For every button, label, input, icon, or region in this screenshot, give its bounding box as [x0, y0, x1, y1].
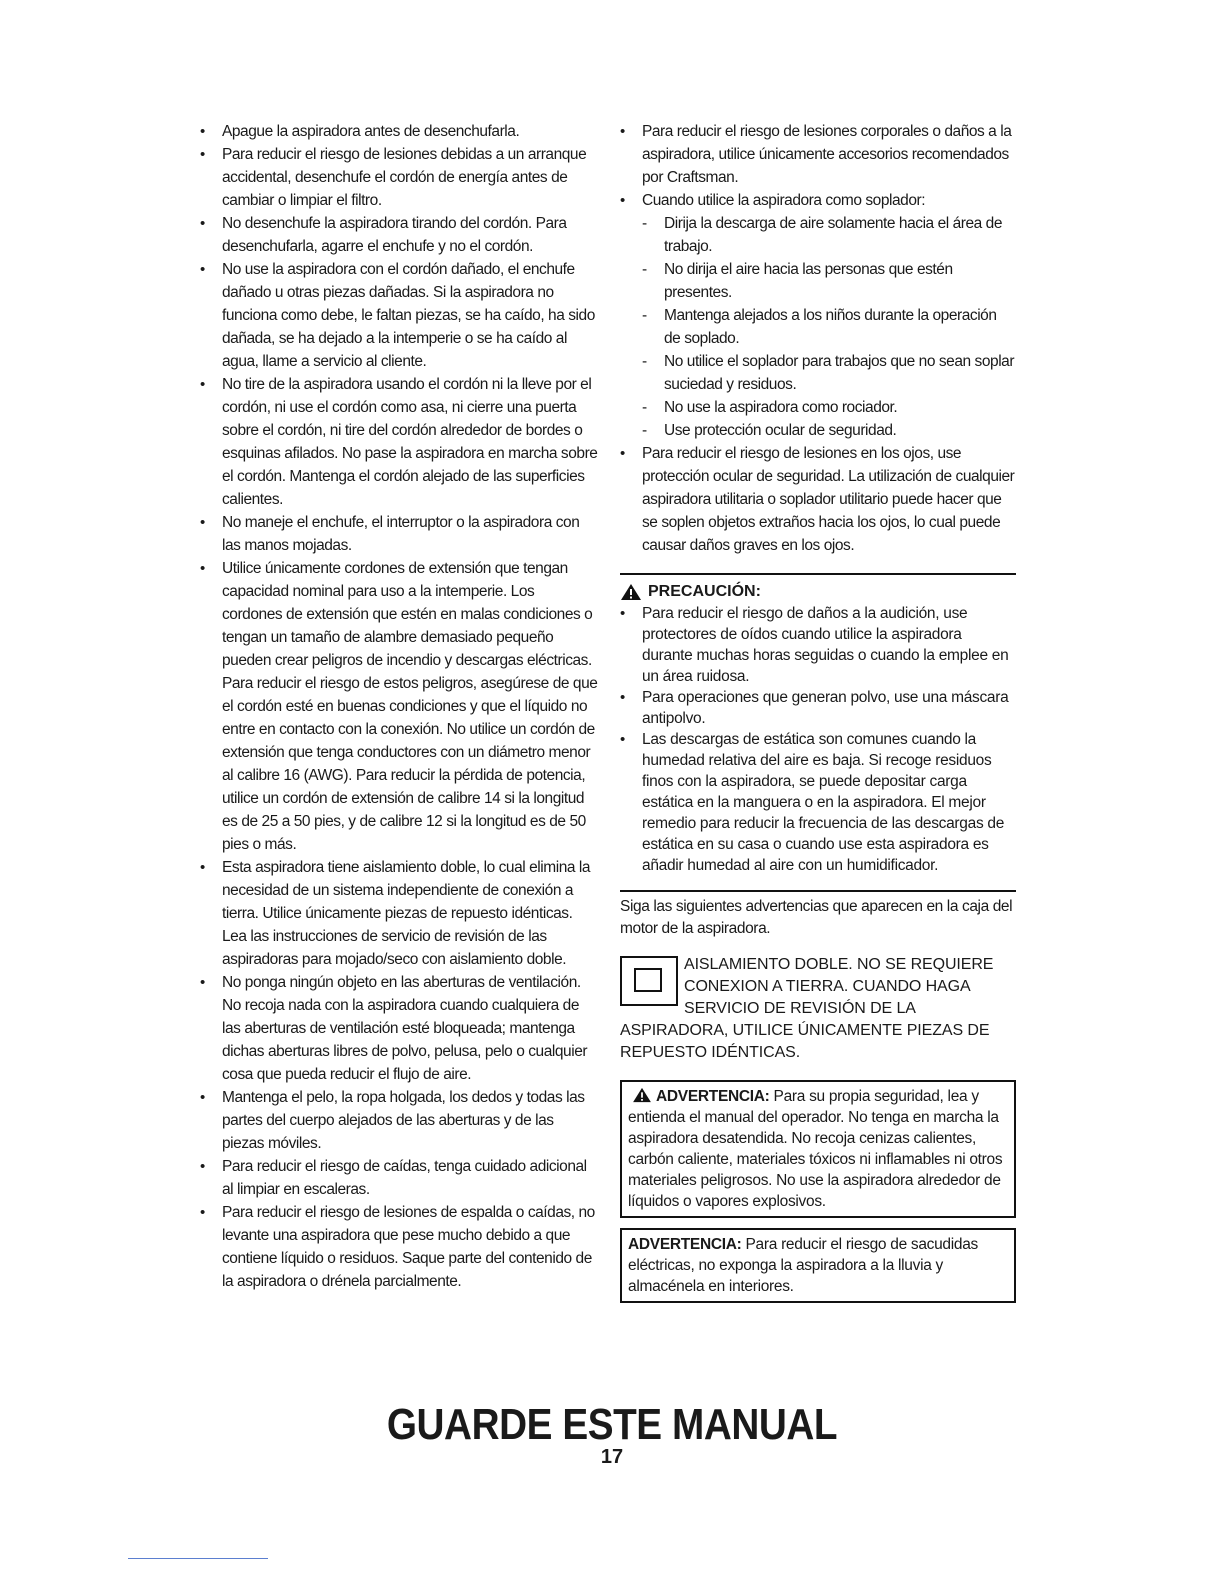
follow-warnings-text: Siga las siguientes advertencias que aparecen en la caja del motor de la aspiradora. [620, 898, 1013, 937]
sub-item: - No dirija el aire hacia las personas que estén presentes. [620, 258, 1016, 304]
page-number: 17 [600, 1446, 624, 1468]
double-insulation-icon [620, 956, 678, 1006]
left-bullet-list [200, 120, 598, 1293]
warning-box-electric [620, 1228, 1016, 1303]
blower-intro: Cuando utilice la aspiradora como soplador: [642, 192, 926, 209]
list-item: • No use la aspiradora con el cordón dañado, el enchufe dañado u otras piezas dañadas. Si la aspiradora no funciona como debe, le faltan piezas, se ha caído, ha sido dañada, se ha dejado a la intemperie o se ha caído al agua, llame a servicio al cliente. [200, 258, 598, 373]
list-item: • No tire de la aspiradora usando el cordón ni la lleve por el cordón, ni use el cordón como asa, ni cierre una puerta sobre el cordón, ni tire del cordón alrededor de bordes o esquinas afilados. No pase la aspiradora en marcha sobre el cordón. Mantenga el cordón alejado de las superficies calientes. [200, 373, 598, 511]
warning-triangle-icon [620, 583, 642, 601]
list-item: • Esta aspiradora tiene aislamiento doble, lo cual elimina la necesidad de un sistema independiente de conexión a tierra. Utilice únicamente piezas de repuesto idénticas. Lea las instrucciones de servicio de revisión de las aspiradoras para mojado/seco con aislamiento doble. [200, 856, 598, 971]
warning-text: Para su propia seguridad, lea y entienda el manual del operador. No tenga en marcha la aspiradora desatendida. No recoja cenizas calientes, carbón caliente, materiales tóxicos ni inflamables ni otros materiales peligrosos. No use la aspiradora alrededor de líquidos o vapores explosivos. [628, 1088, 1003, 1210]
warning-text: Para reducir el riesgo de sacudidas eléctricas, no exponga la aspiradora a la lluvia y almacénela en interiores. [628, 1236, 978, 1295]
warning-label: ADVERTENCIA: [628, 1236, 742, 1253]
precaution-label: PRECAUCIÓN: [648, 583, 761, 600]
blower-sublist [620, 212, 1016, 442]
decorative-rule [128, 1558, 268, 1559]
list-item: • Para reducir el riesgo de lesiones debidas a un arranque accidental, desenchufe el cordón de energía antes de cambiar o limpiar el filtro. [200, 143, 598, 212]
list-item: • No desenchufe la aspiradora tirando del cordón. Para desenchufarla, agarre el enchufe y no el cordón. [200, 212, 598, 258]
left-column [200, 120, 598, 1293]
list-item: • Utilice únicamente cordones de extensión que tengan capacidad nominal para uso a la intemperie. Los cordones de extensión que estén en malas condiciones o tengan un tamaño de alambre demasiado pequeño pueden crear peligros de incendio y descargas eléctricas. Para reducir el riesgo de estos peligros, asegúrese de que el cordón esté en buenas condiciones y que el líquido no entre en contacto con la conexión. No utilice un cordón de extensión que tenga conductores con un diámetro menor al calibre 16 (AWG). Para reducir la pérdida de potencia, utilice un cordón de extensión de calibre 14 si la longitud es de 25 a 50 pies, y de calibre 12 si la longitud es de 50 pies o más. [200, 557, 598, 856]
warning-label: ADVERTENCIA: [656, 1088, 770, 1105]
list-item: • No maneje el enchufe, el interruptor o la aspiradora con las manos mojadas. [200, 511, 598, 557]
double-insulation-notice [620, 954, 1016, 1064]
list-item: • Para operaciones que generan polvo, use una máscara antipolvo. [620, 687, 1016, 729]
list-item: • Para reducir el riesgo de caídas, tenga cuidado adicional al limpiar en escaleras. [200, 1155, 598, 1201]
warning-box-safety [620, 1080, 1016, 1218]
list-item: • Las descargas de estática son comunes cuando la humedad relativa del aire es baja. Si recoge residuos finos con la aspiradora, se puede depositar carga estática en la manguera o en la aspiradora. El mejor remedio para reducir la frecuencia de las descargas de estática en su casa o cuando use esta aspiradora es añadir humedad al aire con un humidificador. [620, 729, 1016, 876]
right-column [620, 120, 1016, 1303]
section-divider [620, 890, 1016, 892]
sub-item: - No utilice el soplador para trabajos que no sean soplar suciedad y residuos. [620, 350, 1016, 396]
right-bullet-list [620, 120, 1016, 557]
list-item [620, 189, 1016, 442]
page-title: GUARDE ESTE MANUAL [386, 1400, 838, 1449]
precaution-heading [620, 581, 1016, 603]
list-item: • Para reducir el riesgo de daños a la audición, use protectores de oídos cuando utilice la aspiradora durante muchas horas seguidas o cuando la emplee en un área ruidosa. [620, 603, 1016, 687]
sub-item: - Use protección ocular de seguridad. [620, 419, 1016, 442]
sub-item: - No use la aspiradora como rociador. [620, 396, 1016, 419]
list-item: • No ponga ningún objeto en las aberturas de ventilación. No recoja nada con la aspiradora cuando cualquiera de las aberturas de ventilación esté bloqueada; mantenga dichas aberturas libres de polvo, pelusa, pelo o cualquier cosa que pueda reducir el flujo de aire. [200, 971, 598, 1086]
list-item: • Apague la aspiradora antes de desenchufarla. [200, 120, 598, 143]
insulation-text: AISLAMIENTO DOBLE. NO SE REQUIERE CONEXION A TIERRA. CUANDO HAGA SERVICIO DE REVISIÓN DE LA ASPIRADORA, UTILICE ÚNICAMENTE PIEZAS DE REPUESTO IDÉNTICAS. [620, 956, 994, 1061]
sub-item: - Mantenga alejados a los niños durante la operación de soplado. [620, 304, 1016, 350]
list-item: • Para reducir el riesgo de lesiones de espalda o caídas, no levante una aspiradora que pese mucho debido a que contiene líquido o residuos. Saque parte del contenido de la aspiradora o drénela parcialmente. [200, 1201, 598, 1293]
list-item: • Mantenga el pelo, la ropa holgada, los dedos y todas las partes del cuerpo alejados de las aberturas y de las piezas móviles. [200, 1086, 598, 1155]
sub-item: - Dirija la descarga de aire solamente hacia el área de trabajo. [620, 212, 1016, 258]
section-divider [620, 573, 1016, 575]
precaution-list [620, 603, 1016, 876]
list-item: • Para reducir el riesgo de lesiones en los ojos, use protección ocular de seguridad. La utilización de cualquier aspiradora utilitaria o soplador utilitario puede hacer que se soplen objetos extraños hacia los ojos, lo cual puede causar daños graves en los ojos. [620, 442, 1016, 557]
list-item: • Para reducir el riesgo de lesiones corporales o daños a la aspiradora, utilice únicamente accesorios recomendados por Craftsman. [620, 120, 1016, 189]
warning-triangle-icon [632, 1087, 652, 1103]
